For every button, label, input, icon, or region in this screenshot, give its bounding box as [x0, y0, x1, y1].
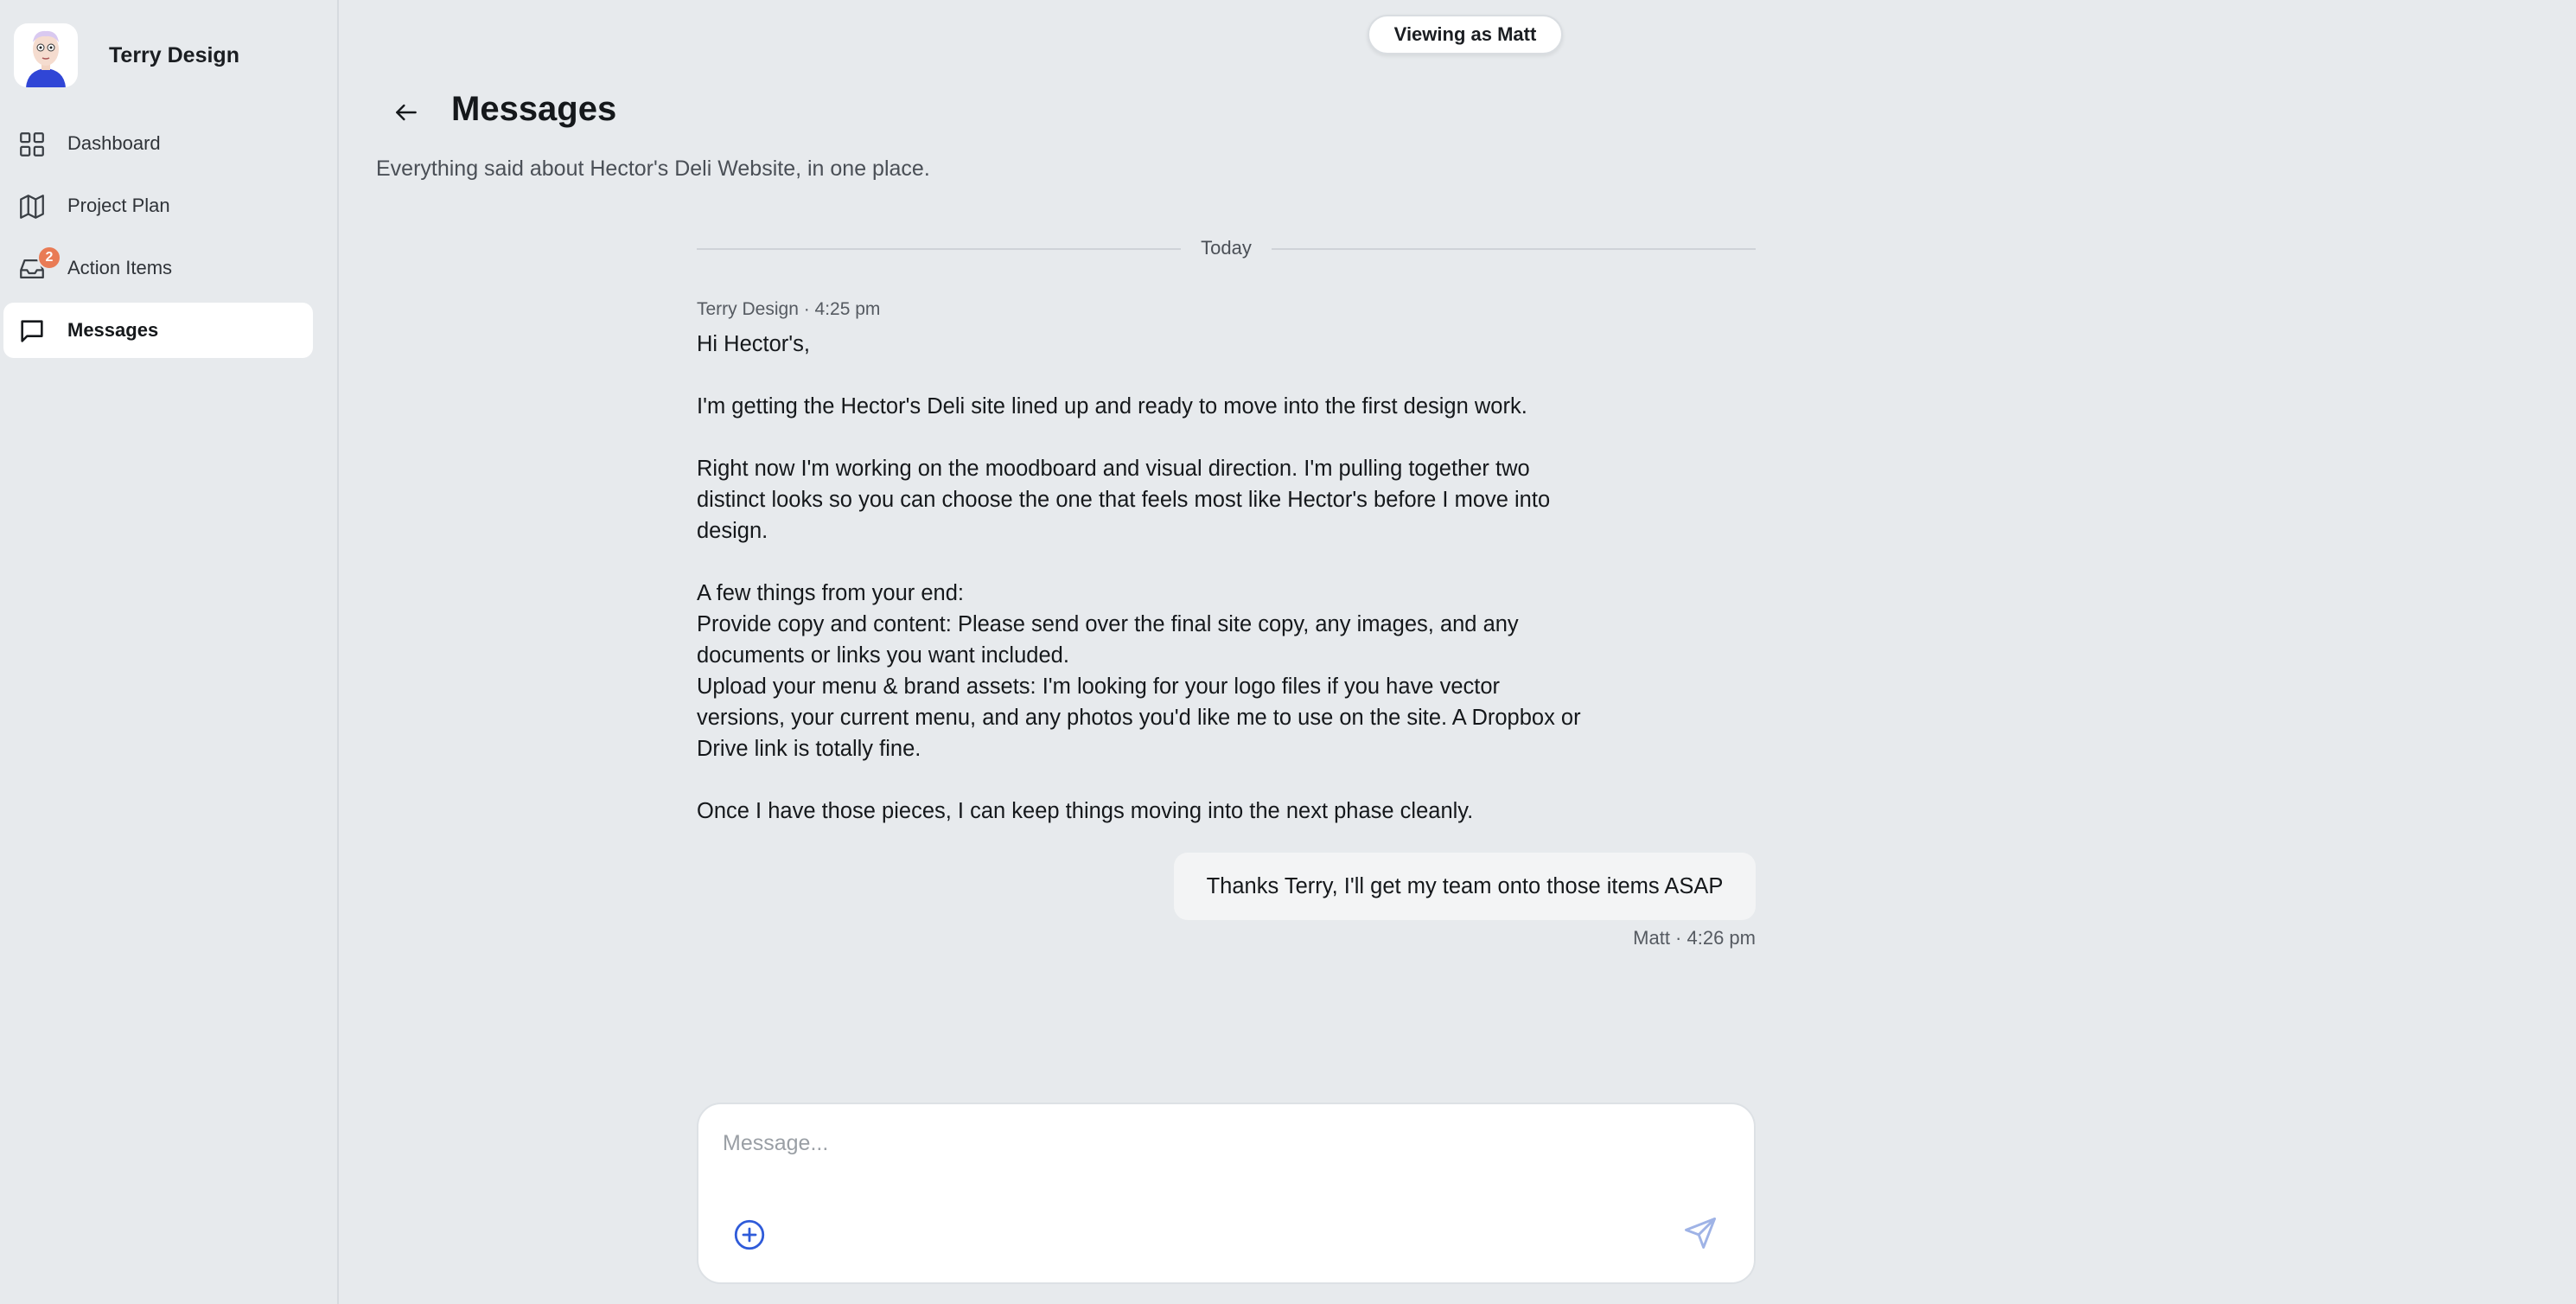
- plus-circle-icon: [731, 1217, 768, 1253]
- sidebar: [0, 0, 339, 1304]
- message-line: Right now I'm working on the moodboard and visual direction. I'm pulling together two: [697, 457, 1530, 481]
- sidebar-item-label: Messages: [67, 319, 159, 341]
- viewing-as-pill[interactable]: Viewing as Matt: [1368, 15, 1563, 54]
- message-line: design.: [697, 519, 768, 543]
- message-meta: Terry Design · 4:25 pm: [697, 299, 881, 319]
- message-composer: [697, 1103, 1756, 1284]
- message-input[interactable]: [723, 1122, 1717, 1165]
- avatar-illustration-icon: [14, 23, 78, 87]
- reply-text: Thanks Terry, I'll get my team onto those items ASAP: [1206, 873, 1724, 898]
- dashboard-grid-icon: [17, 130, 47, 159]
- arrow-left-icon: [392, 99, 420, 126]
- sidebar-item-project-plan[interactable]: [3, 178, 313, 233]
- sidebar-item-messages[interactable]: [3, 303, 313, 358]
- map-icon: [17, 192, 47, 221]
- sidebar-item-action-items[interactable]: [3, 240, 313, 296]
- sidebar-item-label: Action Items: [67, 257, 173, 278]
- sidebar-item-dashboard[interactable]: [3, 116, 313, 171]
- day-label: Today: [1201, 237, 1252, 259]
- message-line: Upload your menu & brand assets: I'm looking for your logo files if you have vector: [697, 674, 1501, 699]
- message-line: documents or links you want included.: [697, 643, 1069, 668]
- send-icon: [1681, 1214, 1719, 1252]
- message-line: A few things from your end:: [697, 581, 964, 605]
- page-subtitle: Everything said about Hector's Deli Website, in one place.: [376, 157, 930, 181]
- message-paragraph: Once I have those pieces, I can keep things moving into the next phase cleanly.: [697, 799, 1474, 823]
- message-paragraph: I'm getting the Hector's Deli site lined up and ready to move into the first design work.: [697, 394, 1527, 419]
- sidebar-nav: [3, 116, 313, 365]
- day-divider: [697, 235, 1756, 263]
- reply-meta: Matt · 4:26 pm: [1633, 927, 1756, 949]
- sidebar-item-label: Dashboard: [67, 132, 161, 154]
- brand-avatar: [14, 23, 78, 87]
- message-greeting: Hi Hector's,: [697, 332, 810, 356]
- message-line: distinct looks so you can choose the one that feels most like Hector's before I move into: [697, 488, 1551, 512]
- brand-name: Terry Design: [109, 42, 239, 67]
- send-button[interactable]: [1681, 1214, 1719, 1252]
- page-title: Messages: [451, 90, 617, 128]
- message-line: Provide copy and content: Please send over the final site copy, any images, and any: [697, 612, 1519, 636]
- back-button[interactable]: [386, 92, 427, 133]
- divider-line: [1272, 248, 1756, 250]
- attach-button[interactable]: [731, 1217, 768, 1253]
- brand[interactable]: [14, 23, 239, 87]
- message-line: versions, your current menu, and any photos you'd like me to use on the site. A Dropbox or: [697, 706, 1581, 730]
- action-items-badge: 2: [37, 246, 61, 270]
- message-line: Drive link is totally fine.: [697, 737, 921, 761]
- message-square-icon: [17, 316, 47, 346]
- message-body: [697, 329, 1630, 827]
- sidebar-item-label: Project Plan: [67, 195, 170, 216]
- reply-bubble: [1174, 853, 1756, 920]
